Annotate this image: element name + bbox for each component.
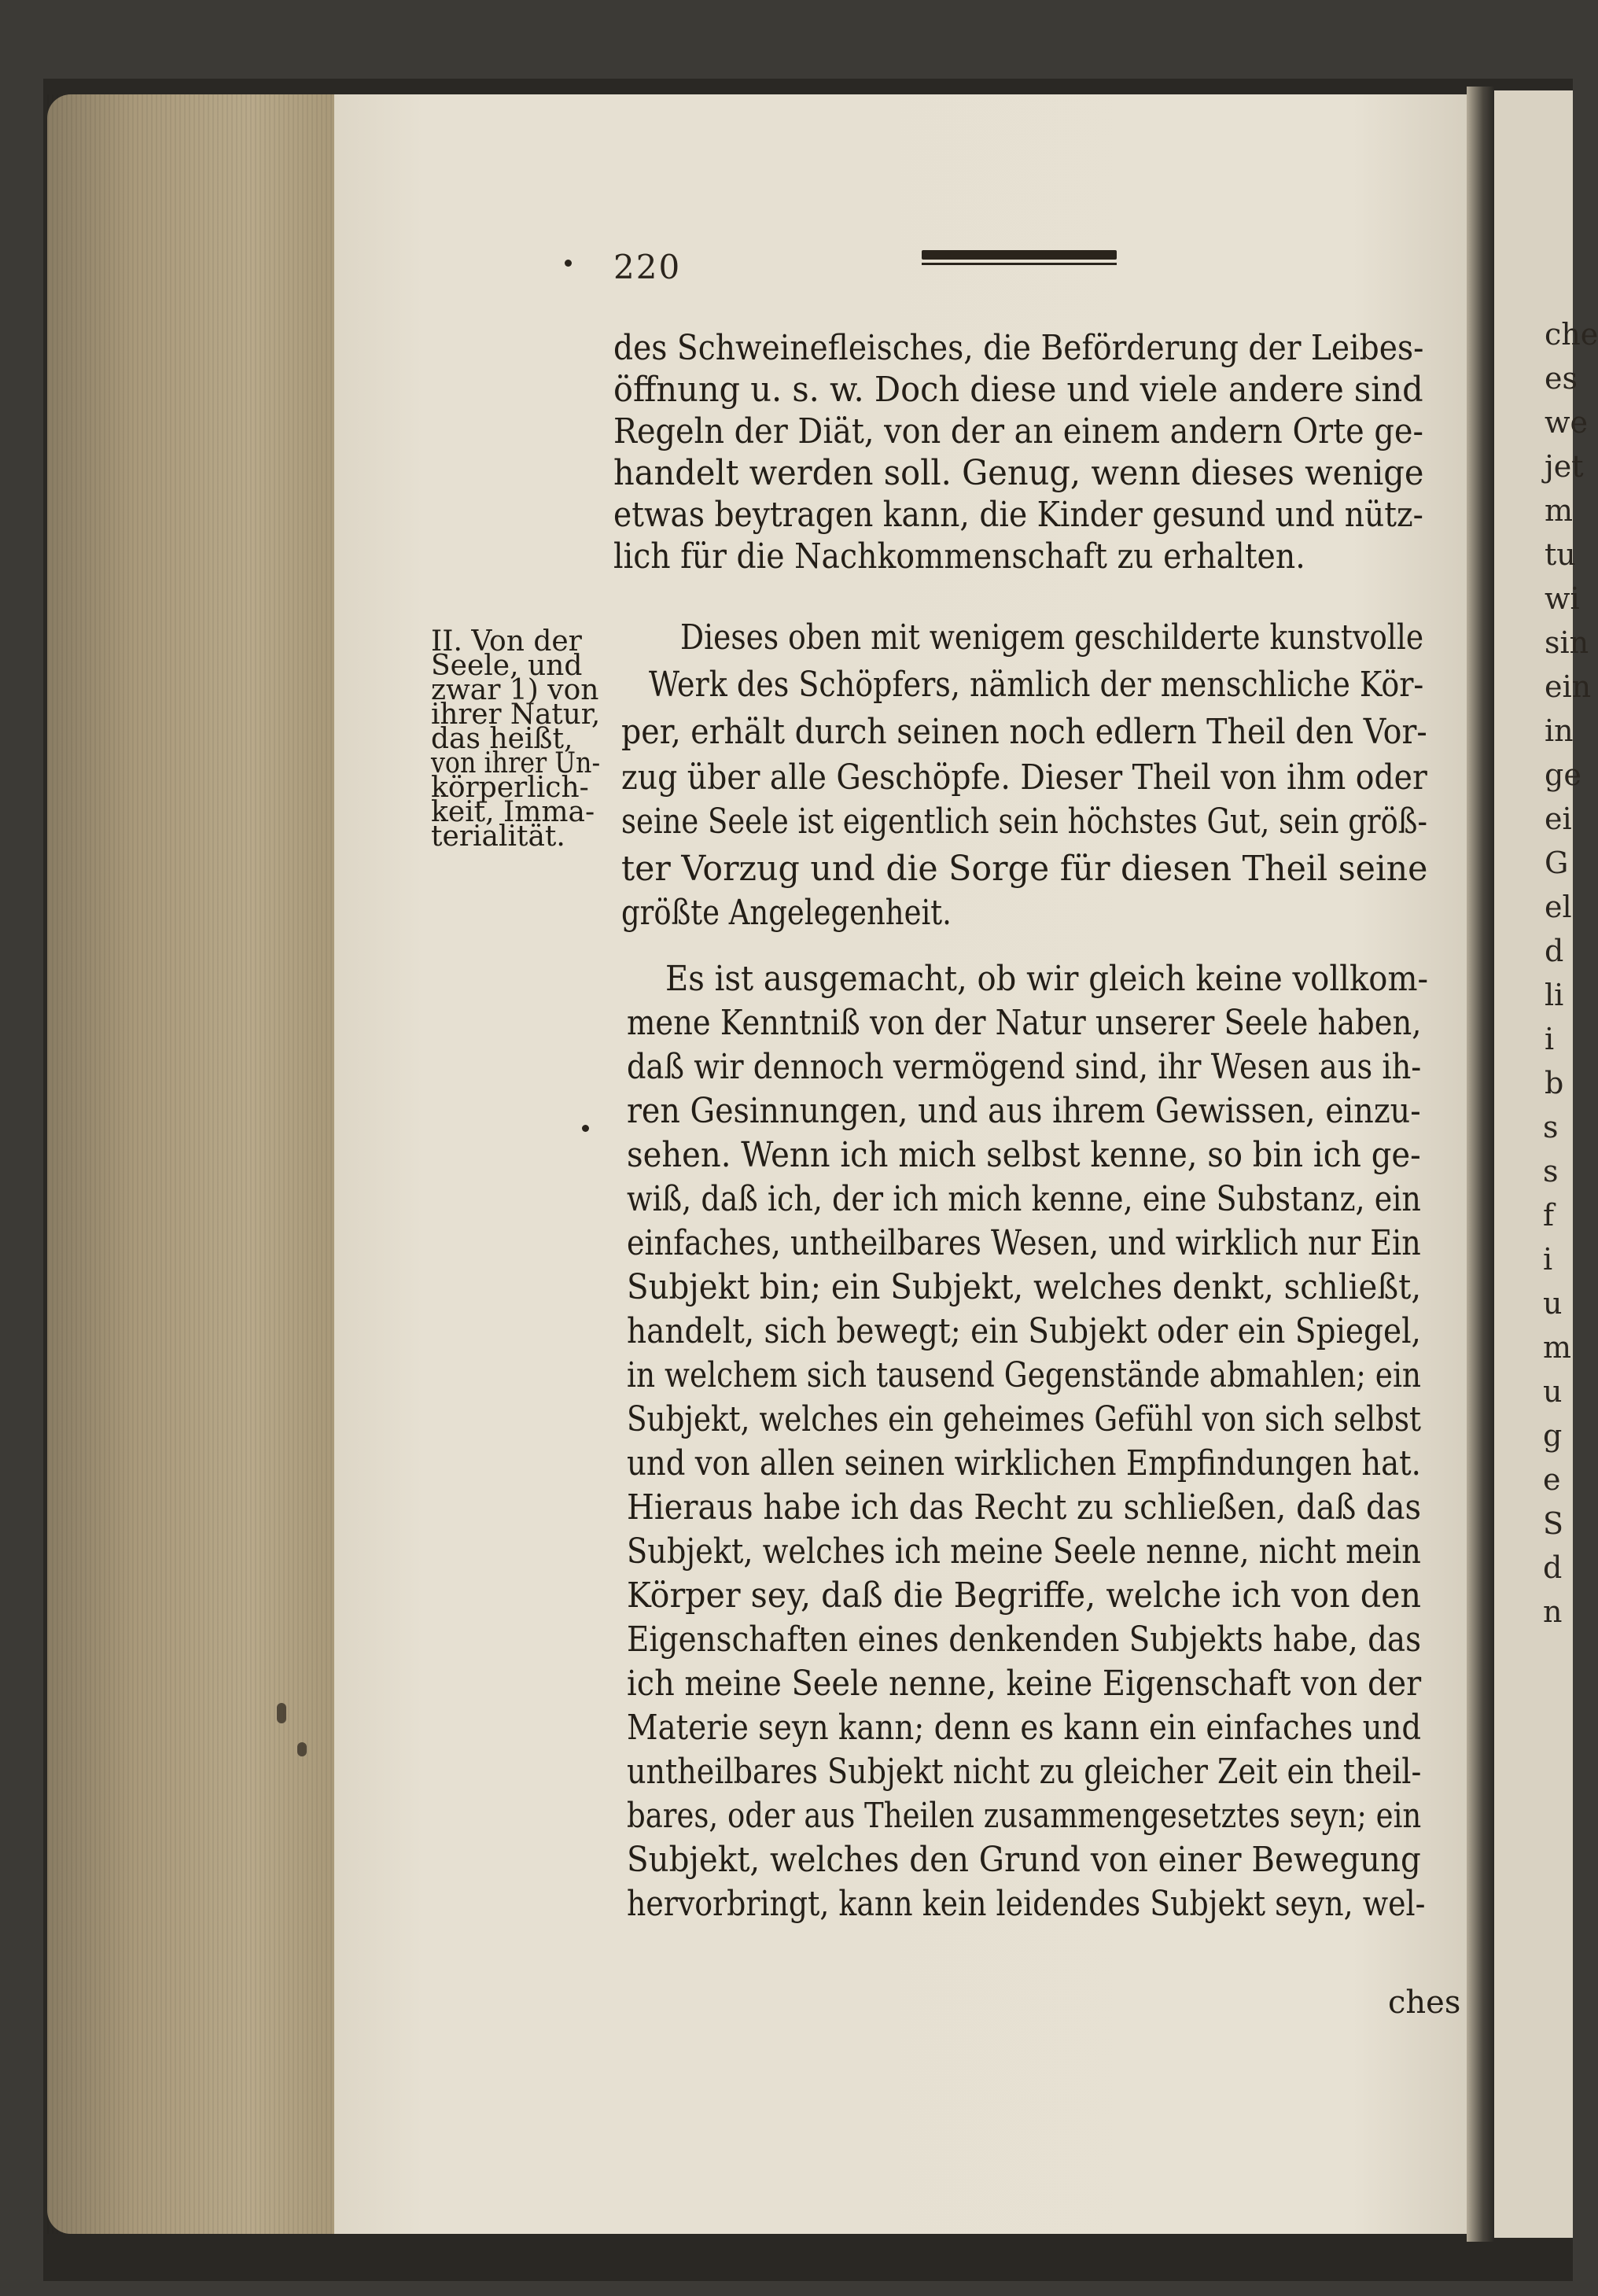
facing-page-fragment: li xyxy=(1545,978,1564,1012)
text-line: größte Angelegenheit. xyxy=(621,893,952,933)
ink-dot xyxy=(582,1125,589,1132)
facing-page-fragment: jet xyxy=(1545,449,1584,484)
text-line: handelt, sich bewegt; ein Subjekt oder ein Spiegel, xyxy=(627,1311,1421,1351)
facing-page-fragment: s xyxy=(1543,1110,1559,1144)
facing-page-fragment: es xyxy=(1545,361,1578,396)
text-line: ich meine Seele nenne, keine Eigenschaft von der xyxy=(627,1664,1422,1704)
text-line: und von allen seinen wirklichen Empfindungen hat. xyxy=(627,1443,1421,1483)
facing-page-fragment: che xyxy=(1545,317,1598,352)
margin-note-line: zwar 1) von xyxy=(431,674,599,706)
text-line: wiß, daß ich, der ich mich kenne, eine Substanz, ein xyxy=(627,1179,1421,1219)
ink-dot xyxy=(565,260,572,267)
page-number: 220 xyxy=(613,248,682,286)
text-line: ren Gesinnungen, und aus ihrem Gewissen, einzu- xyxy=(627,1091,1421,1131)
text-line: einfaches, untheilbares Wesen, und wirklich nur Ein xyxy=(627,1223,1421,1263)
margin-note-line: II. Von der xyxy=(431,625,582,658)
text-line: bares, oder aus Theilen zusammengesetztes seyn; ein xyxy=(627,1796,1422,1836)
text-line: Werk des Schöpfers, nämlich der menschliche Kör- xyxy=(649,665,1424,705)
text-line: Hieraus habe ich das Recht zu schließen, daß das xyxy=(627,1487,1421,1528)
facing-page-fragment: in xyxy=(1545,713,1574,748)
text-line: Körper sey, daß die Begriffe, welche ich von den xyxy=(627,1576,1422,1616)
facing-page-fragment: s xyxy=(1543,1154,1559,1189)
facing-page-fragment: n xyxy=(1543,1594,1563,1629)
text-line: des Schweinefleisches, die Beförderung der Leibes- xyxy=(613,328,1424,368)
text-line: untheilbares Subjekt nicht zu gleicher Zeit ein theil- xyxy=(627,1752,1422,1792)
text-line: per, erhält durch seinen noch edlern Theil den Vor- xyxy=(621,712,1427,752)
facing-page-fragment: u xyxy=(1543,1286,1563,1321)
ink-stain xyxy=(277,1703,286,1723)
facing-page-fragment: i xyxy=(1545,1022,1555,1056)
facing-page-fragment: we xyxy=(1545,405,1589,440)
text-line: Dieses oben mit wenigem geschilderte kunstvolle xyxy=(680,617,1424,658)
facing-page-fragment: i xyxy=(1543,1242,1553,1277)
margin-note-line: terialität. xyxy=(431,820,565,853)
text-line: in welchem sich tausend Gegenstände abmahlen; ein xyxy=(627,1355,1422,1395)
facing-page-fragment: ein xyxy=(1545,669,1592,704)
facing-page-fragment: u xyxy=(1543,1374,1563,1409)
facing-page-fragment: G xyxy=(1545,846,1569,880)
text-line: mene Kenntniß von der Natur unserer Seele haben, xyxy=(627,1003,1422,1043)
facing-page-fragment: ge xyxy=(1545,757,1581,792)
margin-note-line: von ihrer Un- xyxy=(431,747,601,779)
ink-stain xyxy=(297,1742,307,1756)
text-line: zug über alle Geschöpfe. Dieser Theil von ihm oder xyxy=(621,757,1427,798)
facing-page-fragment: e xyxy=(1543,1462,1561,1497)
text-line: Regeln der Diät, von der an einem andern Orte ge- xyxy=(613,411,1423,451)
facing-page-fragment: m xyxy=(1543,1330,1572,1365)
text-line: sehen. Wenn ich mich selbst kenne, so bin ich ge- xyxy=(627,1135,1421,1175)
text-line: seine Seele ist eigentlich sein höchstes Gut, sein größ- xyxy=(621,802,1427,842)
facing-page-fragment: el xyxy=(1545,890,1572,924)
text-line: Es ist ausgemacht, ob wir gleich keine vollkom- xyxy=(665,959,1429,999)
facing-page-fragment: b xyxy=(1545,1066,1564,1100)
facing-page-fragment: S xyxy=(1543,1506,1564,1541)
facing-page-fragment: g xyxy=(1543,1418,1563,1453)
text-line: handelt werden soll. Genug, wenn dieses wenige xyxy=(613,453,1424,493)
text-line: Subjekt bin; ein Subjekt, welches denkt, schließt, xyxy=(627,1267,1422,1307)
text-line: Eigenschaften eines denkenden Subjekts habe, das xyxy=(627,1620,1421,1660)
facing-page-fragment: sin xyxy=(1545,625,1589,660)
text-line: öffnung u. s. w. Doch diese und viele andere sind xyxy=(613,370,1423,410)
text-line: hervorbringt, kann kein leidendes Subjekt seyn, wel- xyxy=(627,1884,1426,1924)
facing-page-fragment: d xyxy=(1545,934,1564,968)
text-line: ter Vorzug und die Sorge für diesen Theil seine xyxy=(621,849,1428,889)
book-gutter xyxy=(1467,87,1494,2242)
header-rule xyxy=(922,250,1117,260)
facing-page xyxy=(1494,90,1598,2238)
facing-page-fragment: d xyxy=(1543,1550,1563,1585)
facing-page-fragment: tu xyxy=(1545,537,1576,572)
margin-note-line: ihrer Natur, xyxy=(431,698,601,731)
facing-page-fragment: ei xyxy=(1545,802,1572,836)
margin-note-line: Seele, und xyxy=(431,650,583,682)
text-line: Subjekt, welches ich meine Seele nenne, nicht mein xyxy=(627,1531,1421,1572)
page-edges xyxy=(47,94,338,2234)
text-line: Subjekt, welches den Grund von einer Bewegung xyxy=(627,1840,1421,1880)
margin-note-line: das heißt, xyxy=(431,723,573,755)
text-line: etwas beytragen kann, die Kinder gesund und nütz- xyxy=(613,495,1423,535)
facing-page-fragment: m xyxy=(1545,493,1574,528)
text-line: Subjekt, welches ein geheimes Gefühl von sich selbst xyxy=(627,1399,1422,1439)
facing-page-fragment: f xyxy=(1543,1198,1555,1233)
catchword: ches xyxy=(1388,1985,1461,2021)
text-line: Materie seyn kann; denn es kann ein einfaches und xyxy=(627,1708,1422,1748)
text-line: lich für die Nachkommenschaft zu erhalten. xyxy=(613,536,1305,577)
margin-note-line: keit, Imma- xyxy=(431,796,595,828)
text-line: daß wir dennoch vermögend sind, ihr Wesen aus ih- xyxy=(627,1047,1422,1087)
facing-page-fragment: wi xyxy=(1545,581,1580,616)
margin-note-line: körperlich- xyxy=(431,772,589,804)
